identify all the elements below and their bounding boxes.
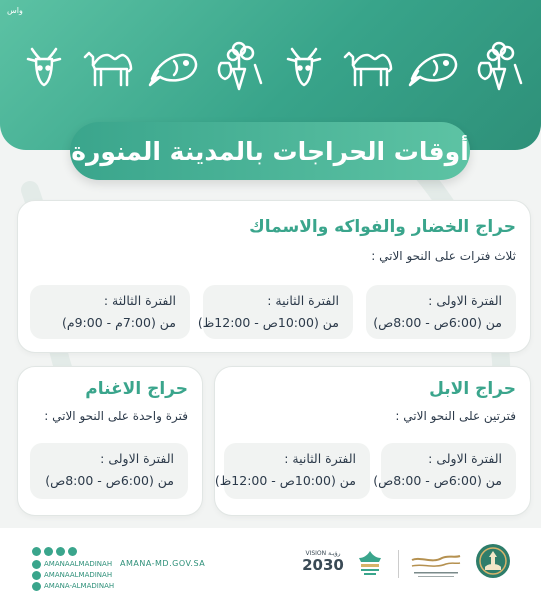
vegetables-icon (469, 35, 529, 95)
twitter-icon[interactable] (56, 547, 65, 556)
spa-logo: واس (7, 6, 23, 15)
period-time: من (6:00ص - 8:00ص) (373, 473, 502, 488)
camel-market-subtitle: فترتين على النحو الاتي : (395, 409, 516, 423)
period-time: من (6:00ص - 8:00ص) (45, 473, 174, 488)
period-time: من (6:00ص - 8:00ص) (373, 315, 502, 330)
page-title: أوقات الحراجات بالمدينة المنورة (70, 122, 470, 180)
period-label: الفترة الثانية : (284, 451, 356, 466)
camel-market-card (214, 366, 531, 516)
period-label: الفترة الاولى : (428, 451, 502, 466)
social-handles (32, 546, 114, 592)
footer-separator (398, 550, 399, 578)
handle-3: AMANA-ALMADINAH (44, 582, 115, 590)
goat-icon (14, 35, 74, 95)
camel-period-2 (214, 443, 370, 499)
period-time: من (7:00م - 9:00م) (61, 315, 176, 330)
period-label: الفترة الاولى : (100, 451, 174, 466)
instagram-icon[interactable] (32, 547, 41, 556)
veg-period-1 (366, 285, 516, 339)
fish-icon (404, 35, 464, 95)
camel-period-1 (373, 443, 516, 499)
period-time: من (10:00ص - 12:00ظ) (214, 473, 356, 488)
camel-market-title: حراج الابل (429, 379, 516, 399)
period-time: من (10:00ص - 12:00ظ) (197, 315, 339, 330)
veg-period-2 (197, 285, 353, 339)
telegram-icon[interactable] (68, 547, 77, 556)
sheep-market-subtitle: فترة واحدة على النحو الاتي : (44, 409, 188, 423)
veg-period-3 (30, 285, 190, 339)
vision-2030-logo: VISION رؤيـة 2030 (302, 550, 344, 574)
camel-icon (339, 35, 399, 95)
amana-emblem (474, 542, 512, 580)
amana-wordmark-logo (408, 550, 463, 580)
icons-row (14, 30, 529, 100)
handle-2: AMANAALMADINAH (44, 571, 113, 579)
fish-icon (144, 35, 204, 95)
linkedin-icon[interactable] (32, 582, 41, 591)
period-label: الفترة الثانية : (267, 293, 339, 308)
website-link[interactable]: AMANA-MD.GOV.SA (120, 559, 206, 568)
ministry-logo (355, 548, 385, 578)
sheep-period-1 (30, 443, 188, 499)
footer (0, 528, 541, 600)
veg-market-title: حراج الخضار والفواكه والاسماك (249, 217, 516, 237)
facebook-icon[interactable] (32, 560, 41, 569)
camel-icon (79, 35, 139, 95)
period-label: الفترة الاولى : (428, 293, 502, 308)
handle-1: AMANAALMADINAH (44, 560, 113, 568)
vegetables-icon (209, 35, 269, 95)
youtube-icon[interactable] (44, 547, 53, 556)
veg-market-subtitle: ثلاث فترات على النحو الاتي : (371, 249, 516, 263)
veg-market-card (17, 200, 531, 353)
goat-icon (274, 35, 334, 95)
snapchat-icon[interactable] (32, 571, 41, 580)
sheep-market-card (17, 366, 203, 516)
period-label: الفترة الثالثة : (103, 293, 176, 308)
sheep-market-title: حراج الاغنام (85, 379, 188, 399)
